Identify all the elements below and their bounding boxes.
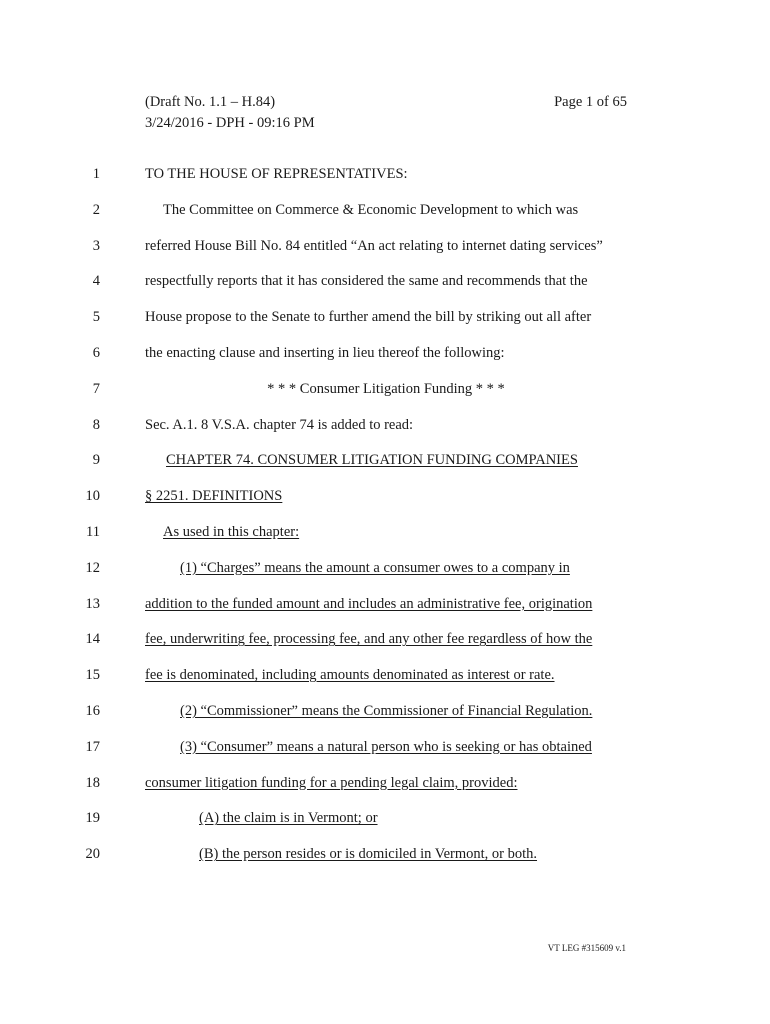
numbered-line [0, 736, 770, 772]
page-number: Page 1 of 65 [554, 94, 627, 110]
line-number: 10 [85, 488, 100, 505]
line-number: 13 [85, 595, 100, 612]
line-number: 3 [92, 237, 100, 254]
line-number: 16 [85, 702, 100, 719]
numbered-line [0, 485, 770, 521]
header-row-top [145, 92, 627, 113]
line-text: (2) “Commissioner” means the Commissioner of Financial Regulation. [180, 702, 593, 719]
line-text: (1) “Charges” means the amount a consumer owes to a company in [180, 559, 570, 576]
line-text: fee is denominated, including amounts denominated as interest or rate. [145, 667, 555, 684]
numbered-line [0, 772, 770, 808]
line-text: Sec. A.1. 8 V.S.A. chapter 74 is added to read: [145, 416, 414, 433]
chapter-heading: CHAPTER 74. CONSUMER LITIGATION FUNDING COMPANIES [166, 452, 578, 469]
numbered-line [0, 342, 770, 378]
line-number: 11 [86, 523, 100, 540]
numbered-line [0, 270, 770, 306]
numbered-line [0, 628, 770, 664]
numbered-line [0, 664, 770, 700]
numbered-line [0, 843, 770, 879]
line-number: 6 [92, 344, 100, 361]
line-number: 19 [85, 810, 100, 827]
numbered-line [0, 807, 770, 843]
numbered-line [0, 414, 770, 450]
numbered-line [0, 378, 770, 414]
line-text: As used in this chapter: [163, 523, 300, 540]
section-divider-heading: * * * Consumer Litigation Funding * * * [267, 380, 505, 397]
numbered-line [0, 700, 770, 736]
bill-text [0, 163, 770, 879]
numbered-line [0, 593, 770, 629]
line-number: 4 [92, 273, 100, 290]
line-text: referred House Bill No. 84 entitled “An act relating to internet dating services” [145, 237, 603, 254]
line-number: 14 [85, 631, 100, 648]
line-number: 17 [85, 738, 100, 755]
numbered-line [0, 199, 770, 235]
line-number: 20 [85, 846, 100, 863]
line-text: respectfully reports that it has considered the same and recommends that the [145, 273, 588, 290]
line-number: 18 [85, 774, 100, 791]
line-number: 2 [92, 201, 100, 218]
line-text: consumer litigation funding for a pending legal claim, provided: [145, 774, 518, 791]
line-text: the enacting clause and inserting in lieu thereof the following: [145, 344, 505, 361]
line-text: (B) the person resides or is domiciled in Vermont, or both. [199, 846, 538, 863]
line-number: 1 [92, 166, 100, 182]
draft-label: (Draft No. 1.1 – H.84) [145, 94, 276, 110]
document-footer-id: VT LEG #315609 v.1 [547, 943, 626, 953]
line-text: The Committee on Commerce & Economic Development to which was [163, 201, 579, 218]
line-text: (3) “Consumer” means a natural person who is seeking or has obtained [180, 738, 592, 755]
numbered-line [0, 306, 770, 342]
document-header [145, 92, 627, 134]
numbered-line [0, 163, 770, 199]
numbered-line [0, 521, 770, 557]
line-text: TO THE HOUSE OF REPRESENTATIVES: [145, 166, 408, 182]
numbered-line [0, 235, 770, 271]
line-number: 8 [92, 416, 100, 433]
section-heading: § 2251. DEFINITIONS [145, 488, 283, 505]
numbered-line [0, 449, 770, 485]
line-number: 15 [85, 667, 100, 684]
line-text: addition to the funded amount and includes an administrative fee, origination [145, 595, 593, 612]
line-number: 5 [92, 309, 100, 326]
line-text: (A) the claim is in Vermont; or [199, 810, 378, 827]
line-number: 12 [85, 559, 100, 576]
line-text: House propose to the Senate to further amend the bill by striking out all after [145, 309, 592, 326]
date-line: 3/24/2016 - DPH - 09:16 PM [145, 115, 315, 131]
line-number: 9 [92, 452, 100, 469]
line-text: fee, underwriting fee, processing fee, and any other fee regardless of how the [145, 631, 593, 648]
line-number: 7 [92, 380, 100, 397]
numbered-line [0, 557, 770, 593]
